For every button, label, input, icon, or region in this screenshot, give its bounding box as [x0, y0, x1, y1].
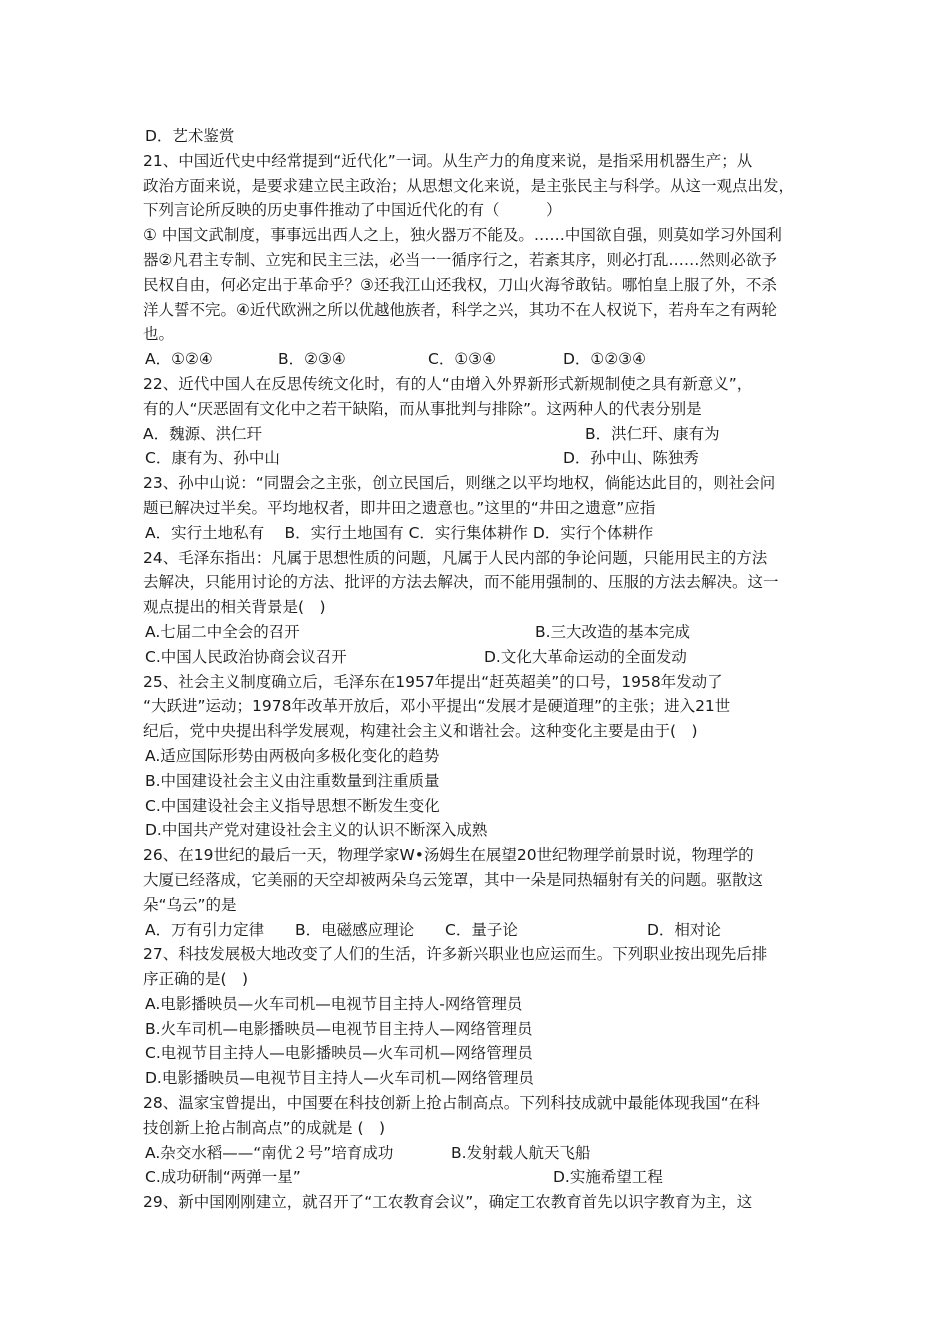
- options-line: [143, 620, 813, 645]
- option-a: A．魏源、洪仁玕: [143, 424, 263, 443]
- text-line: D．艺术鉴赏: [145, 127, 235, 145]
- text-line: 去解决，只能用讨论的方法、批评的方法去解决，而不能用强制的、压服的方法去解决。这一: [143, 573, 779, 592]
- text-line: 有的人“厌恶固有文化中之若干缺陷，而从事批判与排除”。这两种人的代表分别是: [143, 399, 702, 418]
- option-d: D．①②③④: [563, 350, 647, 369]
- option-b: B.发射载人航天飞船: [451, 1143, 591, 1162]
- options-line: [143, 422, 813, 447]
- question-25-line: 25、社会主义制度确立后，毛泽东在1957年提出“赶英超美”的口号，1958年发动了: [143, 672, 723, 691]
- question-24-line: 24、毛泽东指出：凡属于思想性质的问题，凡属于人民内部的争论问题，只能用民主的方法: [143, 548, 768, 567]
- option-a: A．①②④: [145, 350, 213, 369]
- text-line: 技创新上抢占制高点”的成就是 ( ): [143, 1118, 386, 1137]
- text-line: 题已解决过半矣。平均地权者，即井田之遗意也。”这里的“井田之遗意”应指: [143, 498, 656, 517]
- question-28-line: 28、温家宝曾提出，中国要在科技创新上抢占制高点。下列科技成就中最能体现我国“在科: [143, 1094, 760, 1113]
- option-b: B．电磁感应理论: [295, 920, 415, 939]
- options-line: A．实行土地私有 B．实行土地国有 C．实行集体耕作 D．实行个体耕作: [145, 523, 654, 542]
- text-line: 洋人誓不完。④近代欧洲之所以优越他族者，科学之兴，其功不在人权说下，若舟车之有两轮: [143, 300, 777, 319]
- text-line: 朵“乌云”的是: [143, 895, 237, 914]
- option-c: C．量子论: [445, 920, 518, 939]
- document-page: [143, 124, 813, 1215]
- options-line: [143, 347, 813, 372]
- text-line: 观点提出的相关背景是( ): [143, 598, 326, 617]
- option-c: C．①③④: [428, 350, 497, 369]
- question-27-line: 27、科技发展极大地改变了人们的生活，许多新兴职业也应运而生。下列职业按出现先后排: [143, 945, 768, 964]
- options-line: [143, 1165, 813, 1190]
- option-a: A．万有引力定律: [145, 920, 265, 939]
- text-line: 大厦已经落成，它美丽的天空却被两朵乌云笼罩，其中一朵是同热辐射有关的问题。驱散这: [143, 870, 764, 889]
- question-21-line: 21、中国近代史中经常提到“近代化”一词。从生产力的角度来说，是指采用机器生产；从: [143, 151, 753, 170]
- option-d: D．相对论: [647, 920, 721, 939]
- text-line: “大跃进”运动；1978年改革开放后，邓小平提出“发展才是硬道理”的主张；进入21世: [143, 697, 731, 716]
- option-b: B．洪仁玕、康有为: [585, 424, 720, 443]
- option-c: C.中国建设社会主义指导思想不断发生变化: [145, 796, 440, 815]
- text-line: 政治方面来说，是要求建立民主政治；从思想文化来说，是主张民主与科学。从这一观点出发，: [143, 176, 795, 195]
- option-d: D．孙中山、陈独秀: [563, 449, 699, 468]
- text-line: 也。: [143, 325, 175, 344]
- option-a: A.电影播映员—火车司机—电视节目主持人-网络管理员: [145, 994, 523, 1013]
- option-d: D.实施希望工程: [553, 1168, 663, 1187]
- option-c: C.中国人民政治协商会议召开: [145, 647, 347, 666]
- text-line: 序正确的是( ): [143, 970, 249, 989]
- option-b: B.三大改造的基本完成: [535, 622, 691, 641]
- option-a: A.七届二中全会的召开: [145, 622, 300, 641]
- option-a: A.适应国际形势由两极向多极化变化的趋势: [145, 746, 440, 765]
- question-22-line: 22、近代中国人在反思传统文化时，有的人“由增入外界新形式新规制使之具有新意义”，: [143, 374, 753, 393]
- options-line: [143, 918, 813, 943]
- option-d: D.中国共产党对建设社会主义的认识不断深入成熟: [145, 821, 488, 840]
- options-line: [143, 645, 813, 670]
- text-line: 器②凡君主专制、立宪和民主三法，必当一一循序行之，若紊其序，则必打乱……然则必欲予: [143, 250, 777, 269]
- option-d: D.文化大革命运动的全面发动: [484, 647, 687, 666]
- option-b: B．②③④: [278, 350, 346, 369]
- question-26-line: 26、在19世纪的最后一天，物理学家W•汤姆生在展望20世纪物理学前景时说，物理学的: [143, 846, 754, 865]
- option-c: C.成功研制“两弹一星”: [145, 1168, 301, 1187]
- text-line: 下列言论所反映的历史事件推动了中国近代化的有（ ）: [143, 201, 562, 220]
- question-29-line: 29、新中国刚刚建立，就召开了“工农教育会议”，确定工农教育首先以识字教育为主，这: [143, 1193, 753, 1212]
- option-b: B.中国建设社会主义由注重数量到注重质量: [145, 771, 440, 790]
- question-23-line: 23、孙中山说：“同盟会之主张，创立民国后，则继之以平均地权，倘能达此目的，则社会问: [143, 474, 776, 493]
- option-c: C.电视节目主持人—电影播映员—火车司机—网络管理员: [145, 1044, 533, 1063]
- option-c: C．康有为、孙中山: [145, 449, 280, 468]
- option-d: D.电影播映员—电视节目主持人—火车司机—网络管理员: [145, 1069, 534, 1088]
- option-b: B.火车司机—电影播映员—电视节目主持人—网络管理员: [145, 1019, 533, 1038]
- text-line: ① 中国文武制度，事事远出西人之上，独火器万不能及。……中国欲自强，则莫如学习外国利: [143, 226, 782, 245]
- text-line: 民权自由，何必定出于革命乎？③还我江山还我权，刀山火海爷敢钻。哪怕皇上服了外，不杀: [143, 275, 777, 294]
- text-line: 纪后，党中央提出科学发展观，构建社会主义和谐社会。这种变化主要是由于( ): [143, 722, 698, 741]
- options-line: [143, 1141, 813, 1166]
- option-a: A.杂交水稻——“南优２号”培育成功: [145, 1143, 394, 1162]
- options-line: [143, 446, 813, 471]
